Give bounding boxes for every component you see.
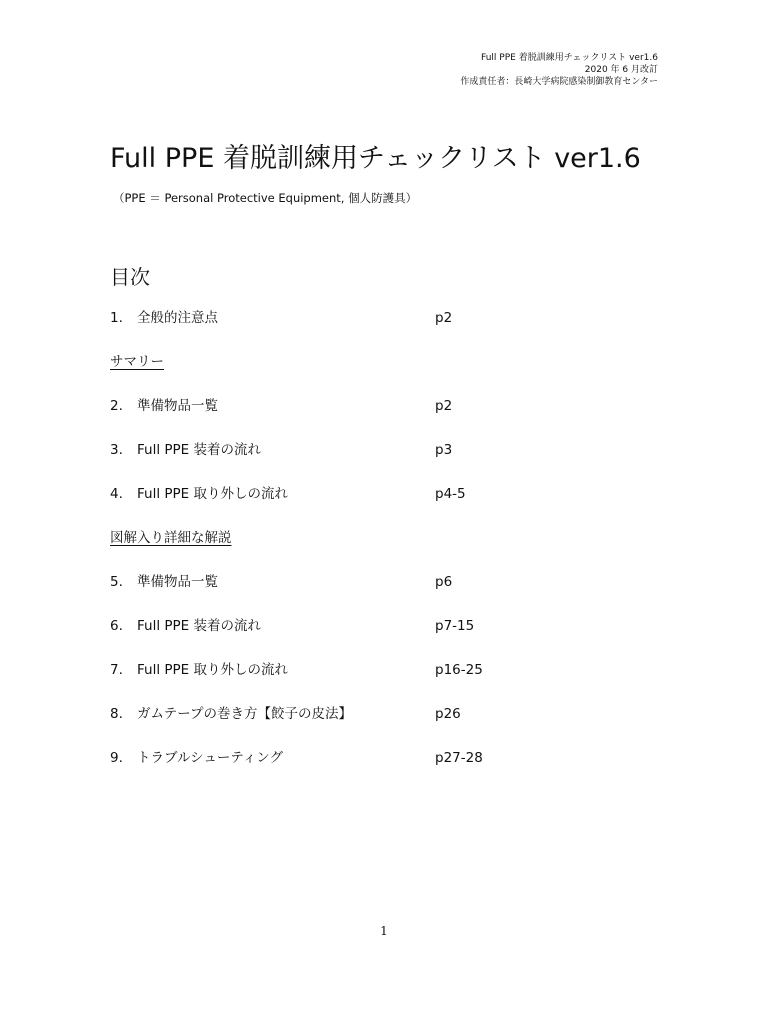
toc-item-page: p2 (435, 310, 453, 326)
document-subtitle: （PPE ＝ Personal Protective Equipment, 個人防護具） (113, 191, 418, 205)
running-header (460, 52, 658, 88)
toc-item-8[interactable] (110, 704, 550, 748)
toc-item-3[interactable] (110, 440, 550, 484)
toc-item-label: Full PPE 取り外しの流れ (137, 662, 288, 678)
toc-item-page: p27-28 (435, 750, 483, 766)
toc-item-label: Full PPE 装着の流れ (137, 442, 261, 458)
table-of-contents (110, 308, 550, 792)
header-line-revision: 2020 年 6 月改訂 (584, 65, 658, 75)
toc-item-9[interactable] (110, 748, 550, 792)
toc-item-page: p16-25 (435, 662, 483, 678)
header-line-title: Full PPE 着脱訓練用チェックリスト ver1.6 (481, 53, 658, 63)
toc-item-page: p26 (435, 706, 461, 722)
toc-item-number: 3. (110, 442, 123, 458)
toc-section-label: サマリー (110, 354, 164, 370)
toc-heading: 目次 (110, 265, 150, 289)
toc-item-page: p2 (435, 398, 453, 414)
toc-section-illustrated (110, 528, 550, 572)
toc-item-7[interactable] (110, 660, 550, 704)
toc-item-number: 8. (110, 706, 123, 722)
toc-item-label: 準備物品一覧 (137, 398, 218, 414)
toc-item-1[interactable] (110, 308, 550, 352)
toc-item-number: 6. (110, 618, 123, 634)
toc-item-number: 5. (110, 574, 123, 590)
toc-item-label: トラブルシューティング (137, 750, 284, 766)
toc-item-number: 1. (110, 310, 123, 326)
toc-item-page: p7-15 (435, 618, 475, 634)
toc-item-label: Full PPE 装着の流れ (137, 618, 261, 634)
toc-item-page: p4-5 (435, 486, 466, 502)
toc-section-label: 図解入り詳細な解説 (110, 530, 232, 546)
toc-item-2[interactable] (110, 396, 550, 440)
toc-item-label: Full PPE 取り外しの流れ (137, 486, 288, 502)
toc-item-number: 2. (110, 398, 123, 414)
toc-item-label: ガムテープの巻き方【餃子の皮法】 (137, 706, 353, 722)
toc-item-label: 全般的注意点 (137, 310, 218, 326)
toc-item-page: p6 (435, 574, 453, 590)
toc-item-page: p3 (435, 442, 453, 458)
header-line-author: 作成責任者：長崎大学病院感染制御教育センター (460, 77, 658, 87)
toc-item-number: 9. (110, 750, 123, 766)
toc-item-number: 4. (110, 486, 123, 502)
toc-item-6[interactable] (110, 616, 550, 660)
toc-section-summary (110, 352, 550, 396)
toc-item-4[interactable] (110, 484, 550, 528)
page-number: 1 (380, 924, 388, 938)
toc-item-number: 7. (110, 662, 123, 678)
toc-item-label: 準備物品一覧 (137, 574, 218, 590)
toc-item-5[interactable] (110, 572, 550, 616)
document-title: Full PPE 着脱訓練用チェックリスト ver1.6 (110, 143, 641, 174)
